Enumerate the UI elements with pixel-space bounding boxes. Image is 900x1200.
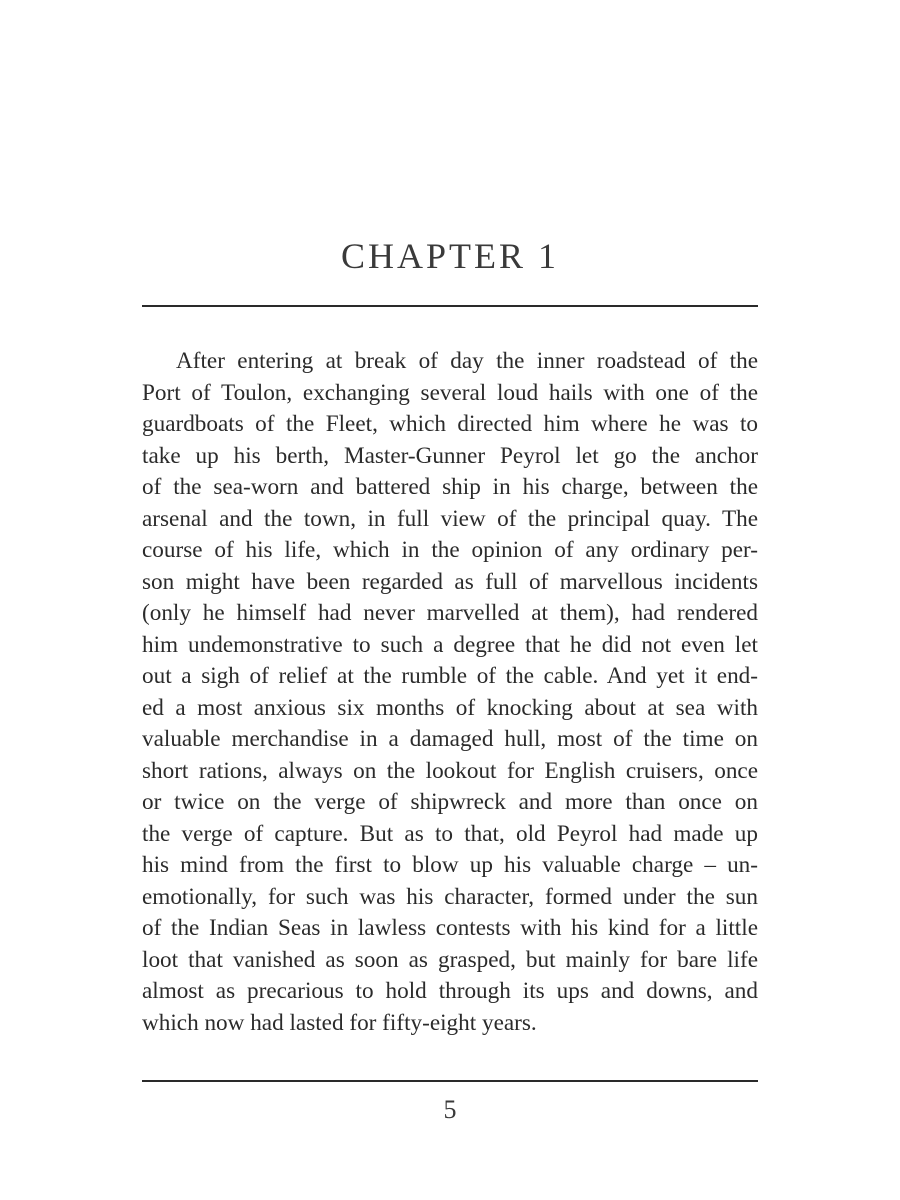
text-line: him undemonstrative to such a degree that he did not even let (142, 631, 758, 658)
text-line: son might have been regarded as full of marvellous incidents (142, 568, 758, 595)
text-line: (only he himself had never marvelled at them), had rendered (142, 600, 758, 626)
text-line: short rations, always on the lookout for English cruisers, once (142, 757, 758, 784)
bottom-divider (142, 1080, 758, 1082)
text-line: After entering at break of day the inner roadstead of the (176, 348, 758, 374)
text-line: course of his life, which in the opinion of any ordinary per- (142, 537, 758, 563)
text-line: of the Indian Seas in lawless contests with his kind for a little (142, 915, 758, 941)
text-line: loot that vanished as soon as grasped, but mainly for bare life (142, 946, 758, 973)
text-line: valuable merchandise in a damaged hull, most of the time on (142, 726, 758, 752)
text-line: which now had lasted for fifty-eight years. (142, 1009, 537, 1036)
text-line: Port of Toulon, exchanging several loud hails with one of the (142, 379, 758, 406)
top-divider (142, 305, 758, 307)
text-line: his mind from the first to blow up his valuable charge – un- (142, 852, 758, 878)
body-paragraph (142, 346, 758, 1039)
text-line: guardboats of the Fleet, which directed him where he was to (142, 411, 758, 437)
text-line: take up his berth, Master-Gunner Peyrol let go the anchor (142, 442, 758, 469)
text-line: the verge of capture. But as to that, old Peyrol had made up (142, 820, 758, 847)
text-line: arsenal and the town, in full view of the principal quay. The (142, 505, 758, 532)
text-line: or twice on the verge of shipwreck and more than once on (142, 789, 758, 815)
text-line: emotionally, for such was his character, formed under the sun (142, 883, 758, 910)
page-number: 5 (443, 1095, 457, 1124)
text-line: of the sea-worn and battered ship in his charge, between the (142, 474, 758, 500)
text-line: almost as precarious to hold through its ups and downs, and (142, 978, 758, 1004)
text-line: out a sigh of relief at the rumble of the cable. And yet it end- (142, 663, 758, 689)
chapter-title: CHAPTER 1 (340, 236, 560, 276)
text-line: ed a most anxious six months of knocking about at sea with (142, 694, 758, 721)
